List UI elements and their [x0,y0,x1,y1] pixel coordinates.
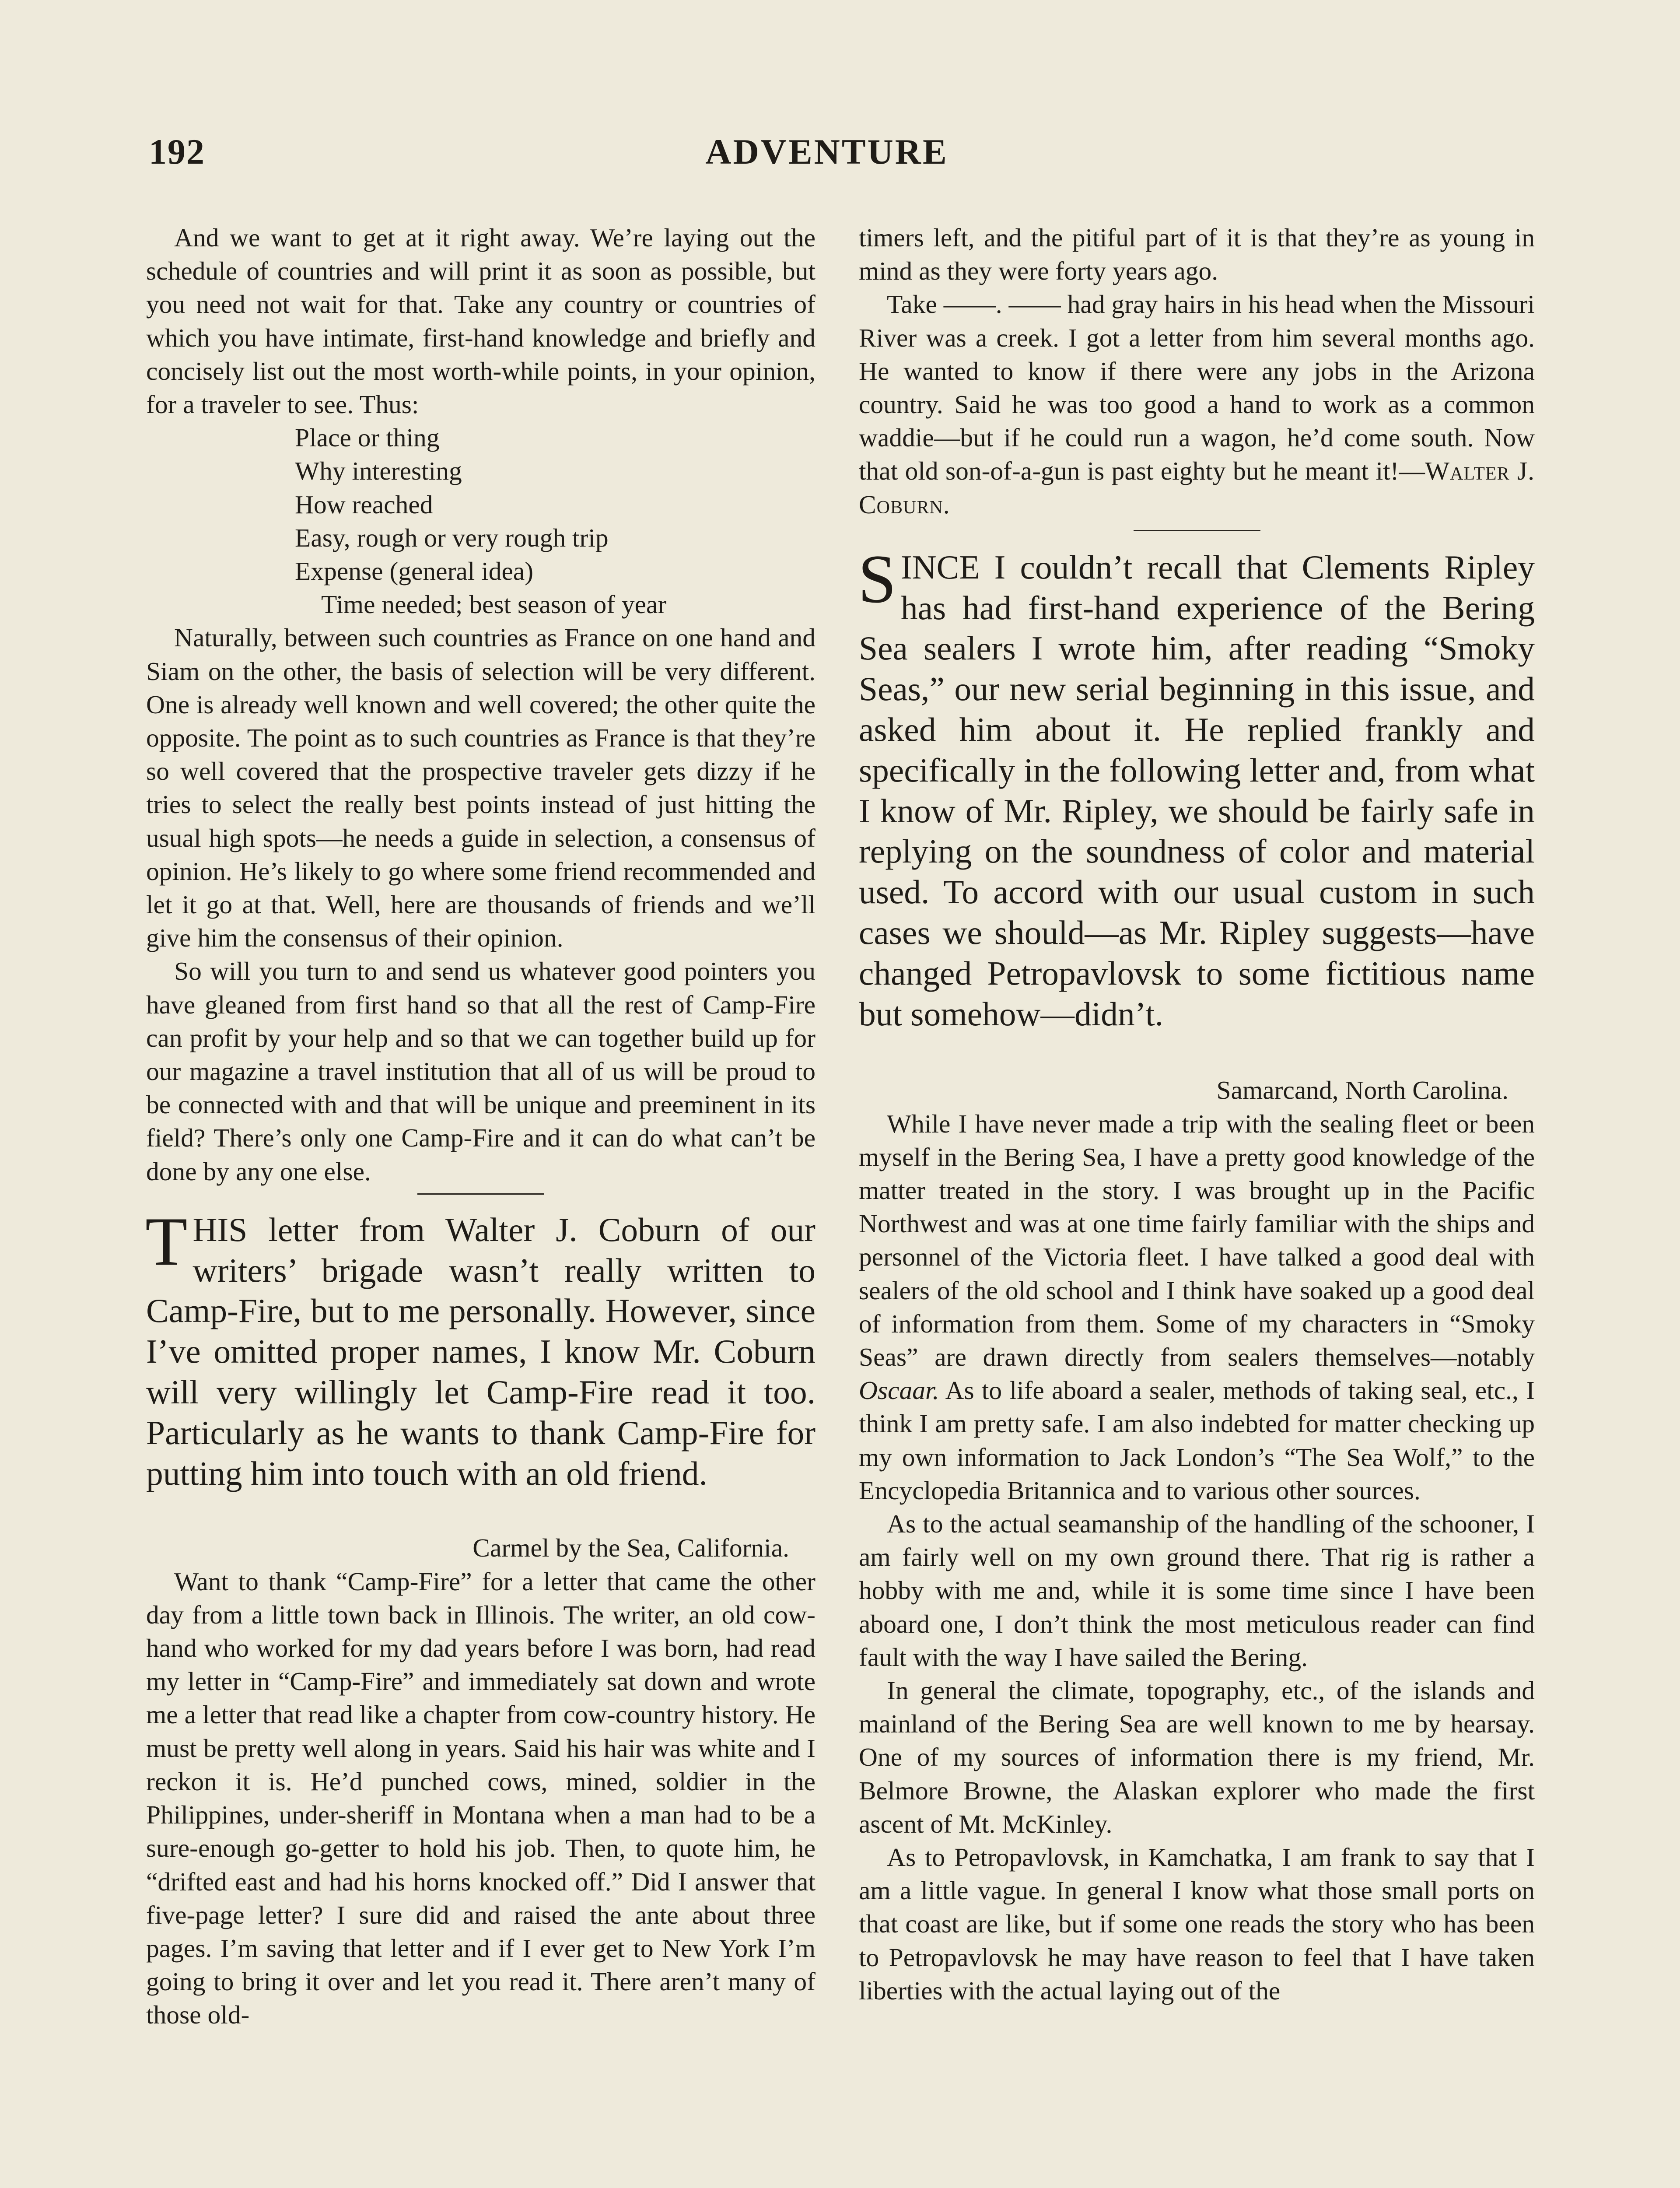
paragraph: timers left, and the pitiful part of it is that they’re as young in mind as they were forty years ago. [859,223,1535,286]
drop-cap: T [145,1203,188,1280]
paragraph [859,288,1535,521]
list-item: How reached [295,490,433,519]
lead-text: INCE I couldn’t recall that Clements Ripley has had first-hand experience of the Bering Sea sealers I wrote him, after reading “Smoky Seas,” our new serial beginning in this issue, and asked him about it. He replied frankly and specifically in the following letter and, from what I know of Mr. Ripley, we should be fairly safe in replying on the soundness of color and material used. To accord with our usual custom in such cases we should—as Mr. Ripley suggests—have changed Petropavlovsk to some fictitious name but somehow—didn’t. [859,548,1535,1033]
section-divider [1134,530,1260,531]
paragraph-text: As to life aboard a sealer, methods of taking seal, etc., I think I am pretty safe. I am also indebted for matter checking up my own information to Jack London’s “The Sea Wolf,” to the Encyclopedia Britannica and to various other sources. [859,1376,1535,1505]
list-item: Place or thing [295,423,440,452]
letter-dateline: Carmel by the Sea, California. [472,1533,789,1563]
editorial-lead [858,540,1535,1034]
paragraph: As to Petropavlovsk, in Kamchatka, I am frank to say that I am a little vague. In general I know what those small ports on that coast are like, but if some one reads the story who has been to Petropavlovsk he may have reason to feel that I have taken liberties with the actual laying out of the [859,1843,1535,2005]
paragraph: As to the actual seamanship of the handling of the schooner, I am fairly well on my own ground there. That rig is rather a hobby with me and, while it is some time since I have been aboard one, I don’t think the most meticulous reader can find fault with the way I have sailed the Bering. [859,1509,1535,1672]
paragraph-text: Take ——. —— had gray hairs in his head when the Missouri River was a creek. I got a letter from him several months ago. He wanted to know if there were any jobs in the Arizona country. Said he was too good a hand to work as a common waddie—but if he could run a wagon, he’d come south. Now that old son-of-a-gun is past eighty but he meant it!— [859,290,1535,486]
list-item: Expense (general idea) [295,557,534,586]
list-item: Easy, rough or very rough trip [295,523,609,552]
page-number: 192 [149,132,205,172]
paragraph-text: While I have never made a trip with the sealing fleet or been myself in the Bering Sea, I have a pretty good knowledge of the matter treated in the story. I was brought up in the Pacific Northwest and was at one time fairly familiar with the ships and personnel of the Victoria fleet. I have talked a good deal with sealers of the old school and I think have soaked up a good deal of information from them. Some of my characters in “Smoky Seas” are drawn directly from sealers themselves—notably [859,1109,1535,1372]
lead-text: HIS letter from Walter J. Coburn of our writers’ brigade wasn’t really written to Camp-Fire, but to me personally. However, since I’ve omitted proper names, I know Mr. Coburn will very willingly let Camp-Fire read it too. Particularly as he wants to thank Camp-Fire for putting him into touch with an old friend. [146,1210,816,1492]
paragraph [859,1107,1535,1507]
list-item: Time needed; best season of year [321,590,667,619]
ship-name: Oscaar. [859,1376,939,1405]
list-item: Why interesting [295,456,462,486]
letter-dateline: Samarcand, North Carolina. [1216,1076,1508,1105]
paragraph: And we want to get at it right away. We’re laying out the schedule of countries and will print it as soon as possible, but you need not wait for that. Take any country or countries of which you have intimate, first-hand knowledge and briefly and concisely list out the most worth-while points, in your opinion, for a traveler to see. Thus: [146,223,816,419]
right-column [859,221,1535,2007]
left-column [146,221,816,2032]
running-head: ADVENTURE [705,132,948,172]
travel-checklist [295,421,816,621]
editorial-lead-block [858,540,1535,1034]
paragraph: Naturally, between such countries as France on one hand and Siam on the other, the basis of selection will be very different. One is already well known and well covered; the other quite the opposite. The point as to such countries as France is that they’re so well covered that the prospective traveler gets dizzy if he tries to select the really best points instead of just hitting the usual high spots—he needs a guide in selection, a consensus of opinion. He’s likely to go where some friend recommended and let it go at that. Well, here are thousands of friends and we’ll give him the consensus of their opinion. [146,623,816,953]
signature: Walter J. Coburn. [859,456,1535,519]
paragraph: Want to thank “Camp-Fire” for a letter that came the other day from a little town back in Illinois. The writer, an old cow-hand who worked for my dad years before I was born, had read my letter in “Camp-Fire” and immediately sat down and wrote me a letter that read like a chapter from cow-country history. He must be pretty well along in years. Said his hair was white and I reckon it is. He’d punched cows, mined, soldier in the Philippines, under-sheriff in Montana when a man had to be a sure-enough go-getter to hold his job. Then, to quote him, he “drifted east and had his horns knocked off.” Did I answer that five-page letter? I sure did and raised the ante about three pages. I’m saving that letter and if I ever get to New York I’m going to bring it over and let you read it. There aren’t many of those old- [146,1567,816,2030]
paragraph: So will you turn to and send us whatever good pointers you have gleaned from first hand so that all the rest of Camp-Fire can profit by your help and so that we can together build up for our magazine a travel institution that all of us will be proud to be connected with and that will be unique and preeminent in its field? There’s only one Camp-Fire and it can do what can’t be done by any one else. [146,957,816,1186]
drop-cap: S [858,540,896,617]
editorial-lead [145,1203,816,1494]
paragraph: In general the climate, topography, etc., of the islands and mainland of the Bering Sea are well known to me by hearsay. One of my sources of information there is my friend, Mr. Belmore Browne, the Alaskan explorer who made the first ascent of Mt. McKinley. [859,1676,1535,1838]
section-divider [417,1193,544,1195]
